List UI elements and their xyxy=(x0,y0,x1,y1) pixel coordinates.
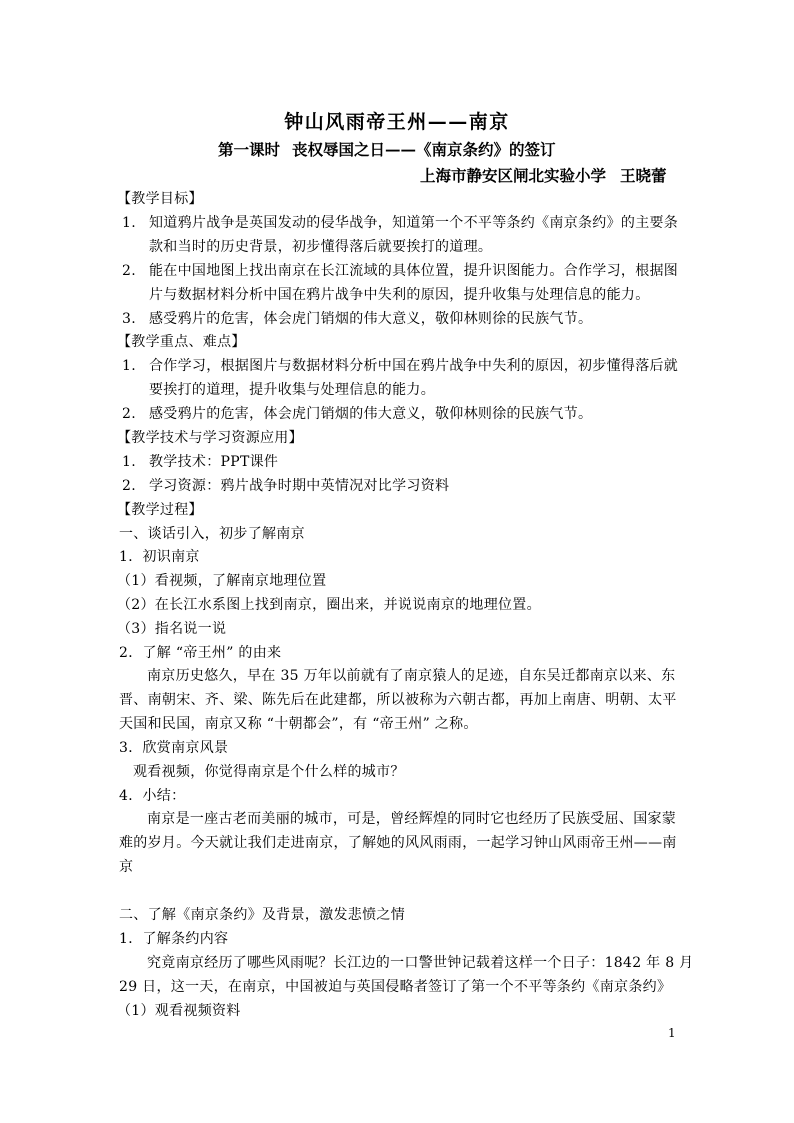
document-title: 钟山风雨帝王州——南京 xyxy=(284,111,510,133)
lesson-topic: 丧权辱国之日——《南京条约》的签订 xyxy=(292,140,556,159)
step-1-item-2: （2）在长江水系图上找到南京，圈出来，并说说南京的地理位置。 xyxy=(117,597,541,613)
step-3-paragraph: 观看视频，你觉得南京是个什么样的城市？ xyxy=(133,764,405,780)
summary-paragraph-line-2: 难的岁月。今天就让我们走进南京，了解她的风风雨雨，一起学习钟山风雨帝王州——南 xyxy=(119,835,677,851)
summary-paragraph-line-1: 南京是一座古老而美丽的城市，可是，曾经辉煌的同时它也经历了民族受屈、国家蒙 xyxy=(147,811,677,827)
tech-item-2 xyxy=(122,477,449,495)
lesson-number: 第一课时 xyxy=(218,140,281,159)
keypoint-item-2-text: 感受鸦片的危害，体会虎门销烟的伟大意义，敬仰林则徐的民族气节。 xyxy=(149,406,593,422)
section-heading-keypoints: 【教学重点、难点】 xyxy=(117,334,246,350)
goal-item-1-line-2: 款和当时的历史背景，初步懂得落后就要挨打的道理。 xyxy=(149,239,493,255)
goal-item-1-line-1 xyxy=(122,214,678,232)
part-two-heading: 二、了解《南京条约》及背景，激发悲愤之情 xyxy=(119,907,405,923)
part-one-heading: 一、谈话引入，初步了解南京 xyxy=(119,526,305,542)
step-4-heading: 4．小结： xyxy=(119,788,186,804)
goal-item-3-number: 3. xyxy=(122,311,136,327)
keypoint-item-2 xyxy=(122,405,592,423)
goal-item-3 xyxy=(122,310,592,328)
goal-item-1-number: 1. xyxy=(122,215,136,231)
section-heading-process: 【教学过程】 xyxy=(117,502,203,518)
step-2-paragraph-line-1: 南京历史悠久，早在 35 万年以前就有了南京猿人的足迹，自东吴迁都南京以来、东 xyxy=(147,668,676,684)
step-1-heading: 1．初识南京 xyxy=(119,549,200,565)
part-two-step-1-item-1: （1）观看视频资料 xyxy=(117,1003,241,1019)
author-line xyxy=(420,164,667,186)
step-2-paragraph-line-3: 天国和民国，南京又称 “十朝都会”，有 “帝王州” 之称。 xyxy=(119,716,478,732)
page-number: 1 xyxy=(668,1026,676,1040)
tech-item-2-number: 2. xyxy=(122,478,136,494)
step-2-heading: 2．了解 “帝王州” 的由来 xyxy=(119,645,282,661)
goal-item-2-text: 能在中国地图上找出南京在长江流域的具体位置，提升识图能力。合作学习，根据图 xyxy=(149,263,679,279)
section-heading-goals: 【教学目标】 xyxy=(117,191,203,207)
step-1-item-1: （1）看视频，了解南京地理位置 xyxy=(117,573,327,589)
keypoint-item-1-text: 合作学习，根据图片与数据材料分析中国在鸦片战争中失利的原因，初步懂得落后就 xyxy=(149,358,679,374)
step-3-heading: 3．欣赏南京风景 xyxy=(119,740,229,756)
author-school: 上海市静安区闸北实验小学 xyxy=(420,166,607,185)
summary-paragraph-line-3: 京 xyxy=(119,859,134,875)
keypoint-item-1-number: 1. xyxy=(122,358,136,374)
goal-item-2-line-2: 片与数据材料分析中国在鸦片战争中失利的原因，提升收集与处理信息的能力。 xyxy=(149,287,650,303)
goal-item-1-text: 知道鸦片战争是英国发动的侵华战争，知道第一个不平等条约《南京条约》的主要条 xyxy=(149,215,679,231)
keypoint-item-1-line-1 xyxy=(122,357,678,375)
part-two-paragraph-line-1: 究竟南京经历了哪些风雨呢？长江边的一口警世钟记载着这样一个日子：1842 年 8 月 xyxy=(147,955,694,971)
tech-item-1-text: 教学技术：PPT课件 xyxy=(149,454,279,470)
goal-item-2-number: 2. xyxy=(122,263,136,279)
tech-item-2-text: 学习资源：鸦片战争时期中英情况对比学习资料 xyxy=(149,478,450,494)
part-two-step-1-heading: 1．了解条约内容 xyxy=(119,931,229,947)
step-1-item-3: （3）指名说一说 xyxy=(117,621,227,637)
tech-item-1 xyxy=(122,453,278,471)
section-heading-tech: 【教学技术与学习资源应用】 xyxy=(117,430,303,446)
tech-item-1-number: 1. xyxy=(122,454,136,470)
keypoint-item-2-number: 2. xyxy=(122,406,136,422)
goal-item-2-line-1 xyxy=(122,262,678,280)
lesson-subtitle xyxy=(218,138,556,160)
step-2-paragraph-line-2: 晋、南朝宋、齐、梁、陈先后在此建都，所以被称为六朝古都，再加上南唐、明朝、太平 xyxy=(119,692,677,708)
part-two-paragraph-line-2: 29 日，这一天，在南京，中国被迫与英国侵略者签订了第一个不平等条约《南京条约》 xyxy=(119,979,672,995)
author-name: 王晓蕾 xyxy=(620,166,667,185)
goal-item-3-text: 感受鸦片的危害，体会虎门销烟的伟大意义，敬仰林则徐的民族气节。 xyxy=(149,311,593,327)
keypoint-item-1-line-2: 要挨打的道理，提升收集与处理信息的能力。 xyxy=(149,382,435,398)
